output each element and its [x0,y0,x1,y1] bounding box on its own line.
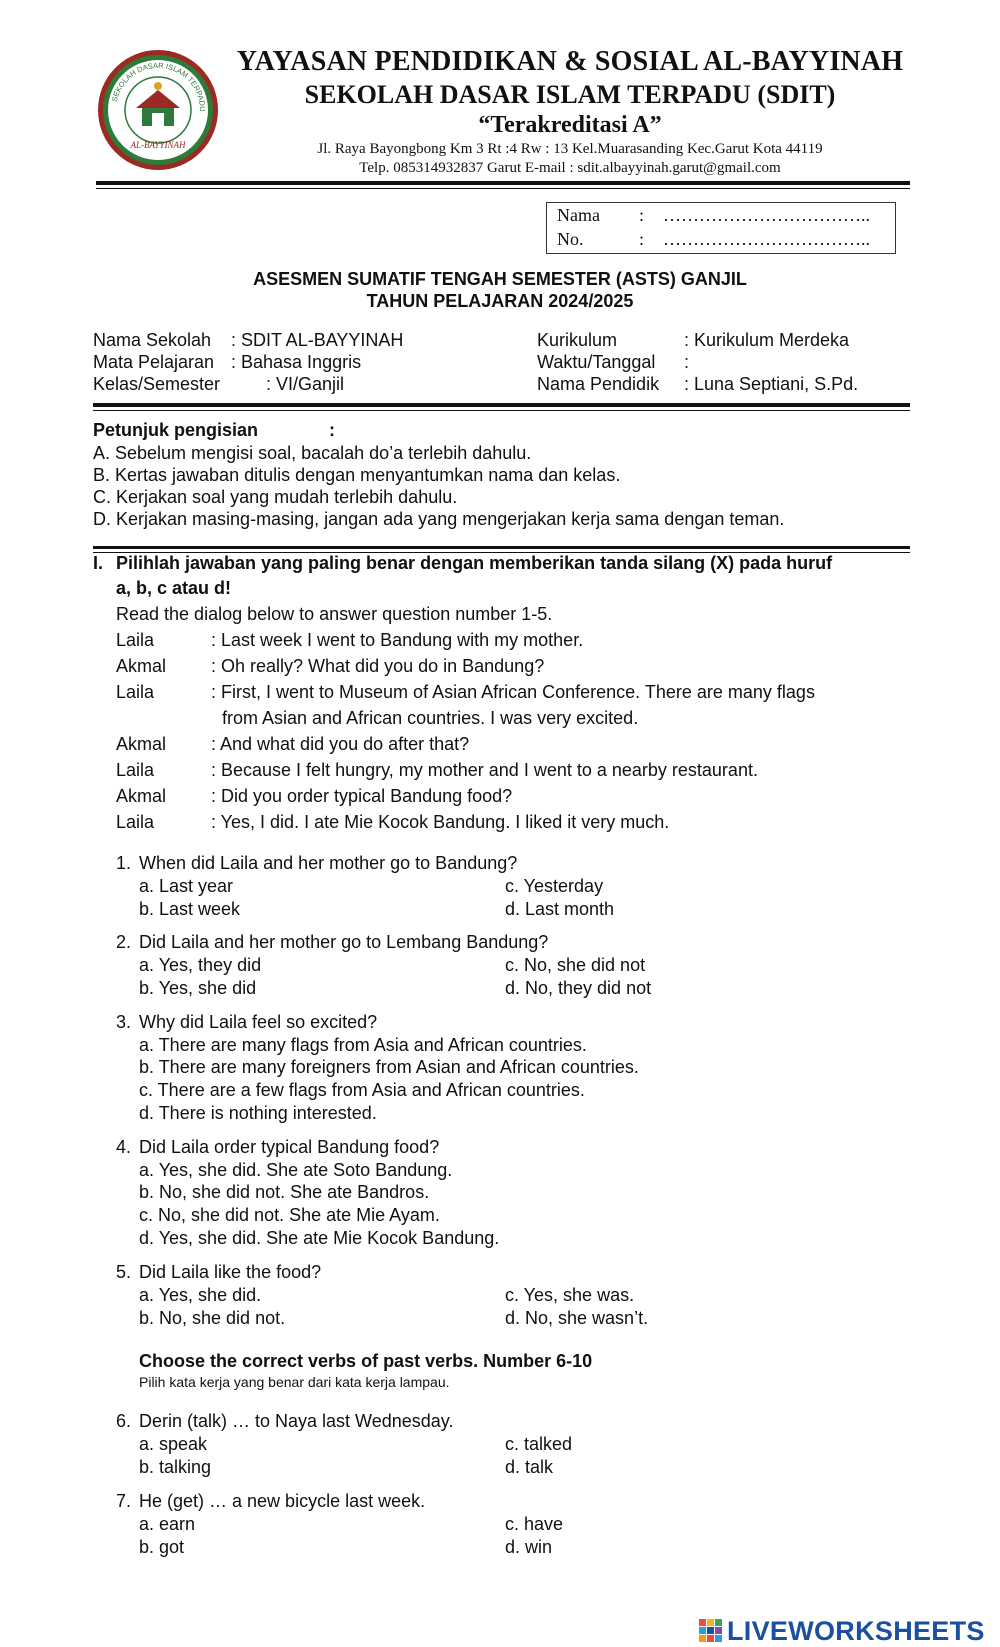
instruction-item: A. Sebelum mengisi soal, bacalah do’a terlebih dahulu. [93,443,532,463]
school-name: SEKOLAH DASAR ISLAM TERPADU (SDIT) [304,80,836,109]
option-c[interactable]: c. There are a few flags from Asia and African countries. [139,1080,585,1100]
dialog-line: : Oh really? What did you do in Bandung? [211,656,545,676]
instructions-colon: : [329,420,335,440]
question-text: Derin (talk) … to Naya last Wednesday. [139,1411,454,1431]
instruction-item: C. Kerjakan soal yang mudah terlebih dahulu. [93,487,458,507]
exam-title: ASESMEN SUMATIF TENGAH SEMESTER (ASTS) GANJIL [253,269,747,289]
question-number: 4. [116,1137,132,1157]
option-a[interactable]: a. Yes, she did. She ate Soto Bandung. [139,1160,453,1180]
name-field[interactable]: …………………………….. [663,205,870,225]
option-c[interactable]: c. Yes, she was. [505,1285,635,1305]
question-text: He (get) … a new bicycle last week. [139,1491,426,1511]
info-divider [93,403,910,407]
number-label: No. [557,229,584,249]
question-number: 2. [116,932,132,952]
question-text: Did Laila and her mother go to Lembang Bandung? [139,932,549,952]
dialog-speaker: Laila [116,630,155,650]
option-b[interactable]: b. Last week [139,899,241,919]
option-a[interactable]: a. Yes, they did [139,955,262,975]
section2-subheading: Pilih kata kerja yang benar dari kata kerja lampau. [139,1374,450,1390]
dialog-speaker: Akmal [116,734,167,754]
option-b[interactable]: b. No, she did not. She ate Bandros. [139,1182,430,1202]
school-label: Nama Sekolah [93,330,212,350]
logo-text: SEKOLAH DASAR ISLAM TERPADU [109,60,208,112]
option-d[interactable]: d. win [505,1537,553,1557]
name-colon: : [639,205,645,225]
teacher-label: Nama Pendidik [537,374,660,394]
dialog-speaker: Laila [116,682,155,702]
question-text: Why did Laila feel so excited? [139,1012,378,1032]
question-number: 1. [116,853,132,873]
teacher-value: : Luna Septiani, S.Pd. [684,374,859,394]
option-d[interactable]: d. talk [505,1457,554,1477]
header-divider-thin [96,188,910,189]
info-divider-thin [93,410,910,411]
dialog-intro: Read the dialog below to answer question number 1-5. [116,604,553,624]
exam-year: TAHUN PELAJARAN 2024/2025 [366,291,634,311]
question-text: Did Laila like the food? [139,1262,322,1282]
dialog-line: : Last week I went to Bandung with my mother. [211,630,584,650]
instruction-item: D. Kerjakan masing-masing, jangan ada yang mengerjakan kerja sama dengan teman. [93,509,785,529]
option-c[interactable]: c. No, she did not. She ate Mie Ayam. [139,1205,440,1225]
section-instruction-cont: a, b, c atau d! [116,578,232,598]
accreditation: “Terakreditasi A” [478,112,662,138]
school-logo [96,48,220,172]
student-id-box [546,202,896,254]
question-number: 7. [116,1491,132,1511]
subject-label: Mata Pelajaran [93,352,215,372]
time-value: : [684,352,690,372]
option-a[interactable]: a. speak [139,1434,208,1454]
section-divider [93,546,910,549]
liveworksheets-text: LIVEWORKSHEETS [727,1615,985,1646]
liveworksheets-brand[interactable] [698,1615,985,1646]
section2-heading: Choose the correct verbs of past verbs. Number 6-10 [139,1351,593,1371]
option-d[interactable]: d. No, she wasn’t. [505,1308,649,1328]
option-b[interactable]: b. No, she did not. [139,1308,286,1328]
instructions-heading: Petunjuk pengisian [93,420,259,440]
number-colon: : [639,229,645,249]
option-b[interactable]: b. talking [139,1457,212,1477]
option-a[interactable]: a. Yes, she did. [139,1285,262,1305]
dialog-line: : Did you order typical Bandung food? [211,786,513,806]
dialog-speaker: Laila [116,812,155,832]
question-number: 3. [116,1012,132,1032]
option-d[interactable]: d. No, they did not [505,978,652,998]
curriculum-label: Kurikulum [537,330,618,350]
section-numeral: I. [93,553,104,573]
liveworksheets-logo-icon [698,1618,724,1644]
header-divider [96,181,910,185]
name-label: Nama [557,205,600,225]
time-label: Waktu/Tanggal [537,352,656,372]
dialog-speaker: Akmal [116,786,167,806]
option-c[interactable]: c. have [505,1514,564,1534]
dialog-line: : Yes, I did. I ate Mie Kocok Bandung. I liked it very much. [211,812,670,832]
option-c[interactable]: c. Yesterday [505,876,604,896]
foundation-name: YAYASAN PENDIDIKAN & SOSIAL AL-BAYYINAH [236,46,904,77]
school-value: : SDIT AL-BAYYINAH [231,330,404,350]
option-a[interactable]: a. earn [139,1514,196,1534]
option-d[interactable]: d. Yes, she did. She ate Mie Kocok Bandung. [139,1228,500,1248]
dialog-line: : First, I went to Museum of Asian African Conference. There are many flags [211,682,815,702]
logo-script: AL-BAYYINAH [130,140,186,150]
option-a[interactable]: a. There are many flags from Asia and African countries. [139,1035,587,1055]
option-c[interactable]: c. No, she did not [505,955,646,975]
class-label: Kelas/Semester [93,374,221,394]
school-address: Jl. Raya Bayongbong Km 3 Rt :4 Rw : 13 Kel.Muarasanding Kec.Garut Kota 44119 [317,141,823,157]
number-field[interactable]: …………………………….. [663,229,870,249]
option-b[interactable]: b. got [139,1537,185,1557]
section-instruction: Pilihlah jawaban yang paling benar dengan memberikan tanda silang (X) pada huruf [116,553,833,573]
option-d[interactable]: d. Last month [505,899,615,919]
dialog-speaker: Laila [116,760,155,780]
question-number: 6. [116,1411,132,1431]
option-b[interactable]: b. There are many foreigners from Asian and African countries. [139,1057,639,1077]
curriculum-value: : Kurikulum Merdeka [684,330,850,350]
option-c[interactable]: c. talked [505,1434,573,1454]
class-value: : VI/Ganjil [266,374,345,394]
instruction-item: B. Kertas jawaban ditulis dengan menyantumkan nama dan kelas. [93,465,621,485]
dialog-speaker: Akmal [116,656,167,676]
question-number: 5. [116,1262,132,1282]
question-text: When did Laila and her mother go to Bandung? [139,853,518,873]
option-b[interactable]: b. Yes, she did [139,978,257,998]
dialog-line: : And what did you do after that? [211,734,470,754]
dialog-line: from Asian and African countries. I was very excited. [222,708,639,728]
option-d[interactable]: d. There is nothing interested. [139,1103,377,1123]
question-text: Did Laila order typical Bandung food? [139,1137,440,1157]
subject-value: : Bahasa Inggris [231,352,362,372]
option-a[interactable]: a. Last year [139,876,234,896]
dialog-line: : Because I felt hungry, my mother and I went to a nearby restaurant. [211,760,758,780]
school-contact: Telp. 085314932837 Garut E-mail : sdit.albayyinah.garut@gmail.com [359,160,781,176]
